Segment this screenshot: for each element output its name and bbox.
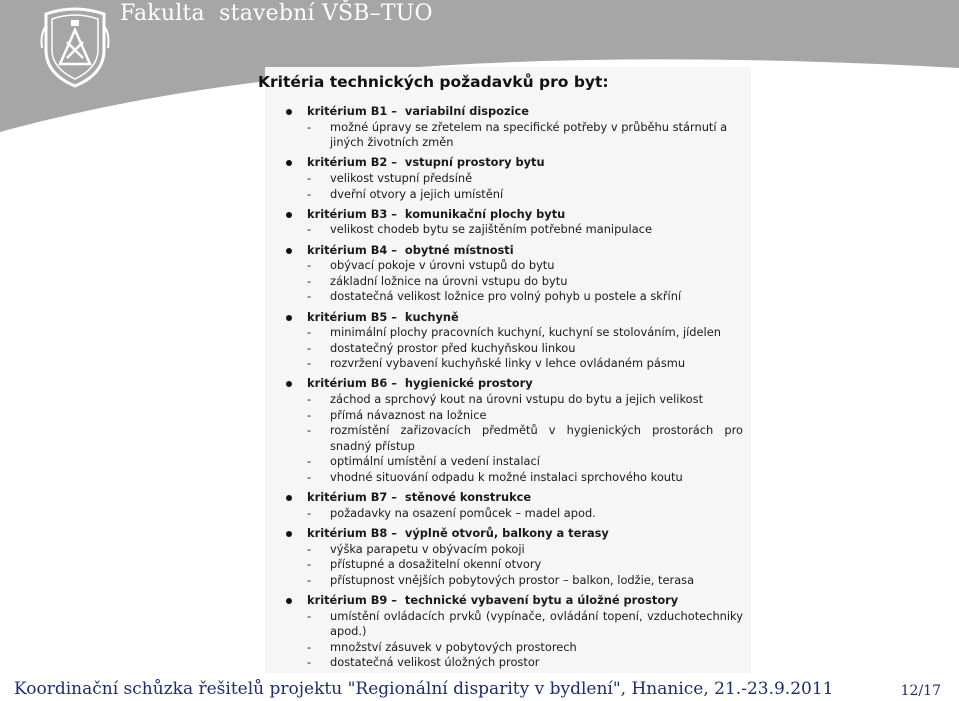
dash-marker: -: [307, 639, 312, 654]
criterion-title: kritérium B2 – vstupní prostory bytu: [307, 155, 545, 170]
criterion-block: [285, 526, 745, 588]
dash-marker: -: [307, 222, 312, 237]
criterion-item-text: přístupné a dosažitelní okenní otvory: [330, 557, 542, 572]
criterion-item-text: velikost vstupní předsíně: [330, 170, 473, 185]
criterion-heading: [285, 243, 745, 259]
criterion-title: kritérium B5 – kuchyně: [307, 309, 459, 324]
criterion-item: [285, 506, 745, 522]
criterion-item-text: dostatečný prostor před kuchyňskou linkou: [330, 340, 576, 355]
criterion-item: [285, 542, 745, 558]
dash-marker: -: [307, 557, 312, 572]
criterion-item: [285, 557, 745, 573]
criterion-item-text: dostatečná velikost ložnice pro volný pohyb u postele a skříní: [330, 289, 682, 304]
criterion-item-text: velikost chodeb bytu se zajištěním potřebné manipulace: [330, 222, 652, 237]
criterion-heading: [285, 207, 745, 223]
criterion-item: [285, 341, 745, 357]
dash-marker: -: [307, 572, 312, 587]
criterion-item: [285, 392, 745, 408]
criterion-item-text: rozvržení vybavení kuchyňské linky v lehce ovládaném pásmu: [330, 356, 686, 371]
dash-marker: -: [307, 325, 312, 340]
dash-marker: -: [307, 541, 312, 556]
criterion-heading: [285, 155, 745, 171]
criterion-item-text: dveřní otvory a jejich umístění: [330, 186, 504, 201]
criteria-list: [285, 104, 745, 676]
criterion-heading: [285, 310, 745, 326]
criterion-item: [285, 655, 745, 671]
criterion-title: kritérium B4 – obytné místnosti: [307, 242, 514, 257]
criterion-title: kritérium B1 – variabilní dispozice: [307, 104, 530, 118]
criterion-item: [285, 356, 745, 372]
criterion-block: [285, 155, 745, 202]
dash-marker: -: [307, 655, 312, 670]
bullet-icon: [286, 109, 292, 115]
criterion-item: [285, 171, 745, 187]
criterion-item-text: požadavky na osazení pomůcek – madel apod.: [330, 505, 596, 520]
criterion-item: [285, 187, 745, 203]
dash-marker: -: [307, 289, 312, 304]
dash-marker: -: [307, 505, 312, 520]
criterion-title: kritérium B7 – stěnové konstrukce: [307, 490, 532, 505]
criterion-block: [285, 207, 745, 238]
dash-marker: -: [307, 423, 312, 438]
criterion-title: kritérium B9 – technické vybavení bytu a úložné prostory: [307, 592, 679, 607]
criterion-item: [285, 470, 745, 486]
bullet-icon: [286, 598, 292, 604]
bullet-icon: [286, 495, 292, 501]
dash-marker: -: [307, 119, 312, 134]
criterion-item-text: záchod a sprchový kout na úrovni vstupu do bytu a jejich velikost: [330, 392, 704, 407]
criterion-item-text: dostatečná velikost úložných prostor: [330, 655, 540, 670]
criterion-item-text: přístupnost vnějších pobytových prostor – balkon, lodžie, terasa: [330, 572, 695, 587]
criterion-item-text: rozmístění zařizovacích předmětů v hygienických prostorách pro snadný přístup: [330, 423, 743, 453]
dash-marker: -: [307, 170, 312, 185]
dash-marker: -: [307, 407, 312, 422]
criterion-heading: [285, 490, 745, 506]
dash-marker: -: [307, 392, 312, 407]
dash-marker: -: [307, 608, 312, 623]
criterion-item: [285, 423, 745, 454]
faculty-crest-icon: [38, 4, 112, 88]
criterion-block: [285, 376, 745, 485]
bullet-icon: [286, 212, 292, 218]
criterion-item: [285, 222, 745, 238]
criterion-item-text: optimální umístění a vedení instalací: [330, 454, 540, 469]
criterion-item-text: přímá návaznost na ložnice: [330, 407, 487, 422]
bullet-icon: [286, 381, 292, 387]
footer-text: Koordinační schůzka řešitelů projektu "Regionální disparity v bydlení", Hnanice, 21.-23.9.2011: [14, 679, 834, 699]
bullet-icon: [286, 315, 292, 321]
criterion-item: [285, 289, 745, 305]
criterion-item: [285, 454, 745, 470]
page-number: 12/17: [900, 683, 941, 699]
criterion-item: [285, 573, 745, 589]
criterion-item: [285, 640, 745, 656]
criterion-title: kritérium B3 – komunikační plochy bytu: [307, 206, 566, 221]
criterion-item-text: minimální plochy pracovních kuchyní, kuchyní se stolováním, jídelen: [330, 325, 721, 340]
dash-marker: -: [307, 258, 312, 273]
criterion-heading: [285, 526, 745, 542]
criterion-block: [285, 490, 745, 521]
dash-marker: -: [307, 186, 312, 201]
criterion-block: [285, 593, 745, 671]
criterion-item-text: obývací pokoje v úrovni vstupů do bytu: [330, 258, 555, 273]
document-title: Kritéria technických požadavků pro byt:: [258, 73, 609, 91]
criterion-block: [285, 310, 745, 372]
dash-marker: -: [307, 273, 312, 288]
criterion-item: [285, 258, 745, 274]
header-title: Fakulta stavební VŠB–TUO: [120, 1, 433, 26]
criterion-block: [285, 104, 745, 151]
criterion-heading: [285, 593, 745, 609]
dash-marker: -: [307, 470, 312, 485]
criterion-item: [285, 325, 745, 341]
bullet-icon: [286, 531, 292, 537]
criterion-block: [285, 243, 745, 305]
criterion-title: kritérium B6 – hygienické prostory: [307, 376, 533, 391]
criterion-title: kritérium B8 – výplně otvorů, balkony a terasy: [307, 526, 609, 540]
bullet-icon: [286, 160, 292, 166]
criterion-item-text: vhodné situování odpadu k možné instalaci sprchového koutu: [330, 470, 683, 485]
criterion-heading: [285, 376, 745, 392]
criterion-item-text: základní ložnice na úrovni vstupu do bytu: [330, 273, 568, 288]
dash-marker: -: [307, 454, 312, 469]
criterion-item: [285, 120, 745, 151]
criterion-item-text: výška parapetu v obývacím pokoji: [330, 541, 525, 556]
criterion-item: [285, 609, 745, 640]
criterion-item: [285, 408, 745, 424]
criterion-item-text: umístění ovládacích prvků (vypínače, ovládání topení, vzduchotechniky apod.): [330, 608, 743, 639]
criterion-item-text: možné úpravy se zřetelem na specifické potřeby v průběhu stárnutí a jiných životních změn: [330, 119, 728, 150]
dash-marker: -: [307, 340, 312, 355]
bullet-icon: [286, 248, 292, 254]
criterion-item: [285, 274, 745, 290]
dash-marker: -: [307, 356, 312, 371]
criterion-heading: [285, 104, 745, 120]
criterion-item-text: množství zásuvek v pobytových prostorech: [330, 639, 577, 654]
